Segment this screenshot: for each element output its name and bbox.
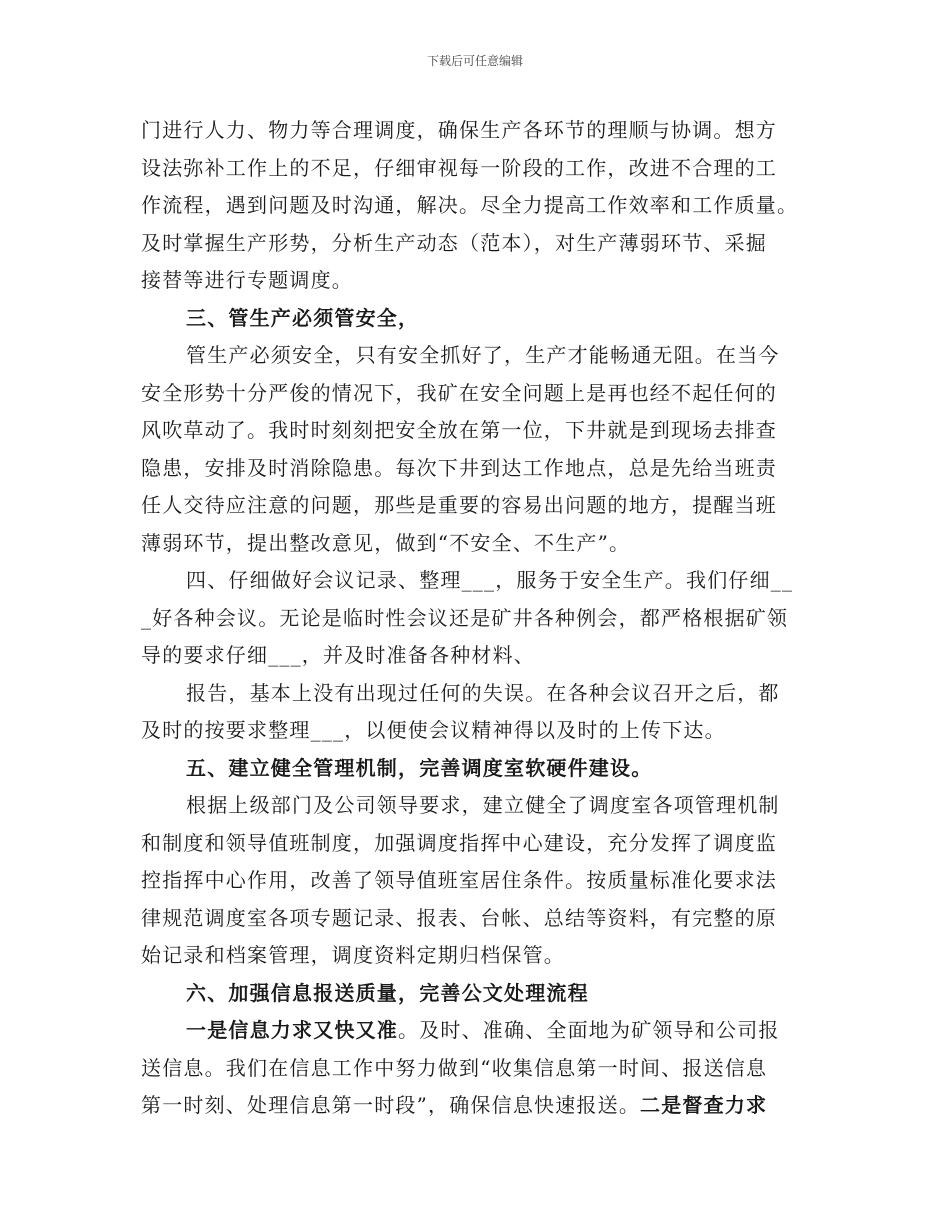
text-line: 和制度和领导值班制度，加强调度指挥中心建设，充分发挥了调度监 <box>141 830 777 855</box>
text-line: 律规范调度室各项专题记录、报表、台帐、总结等资料，有完整的原 <box>141 905 777 930</box>
text-line: 隐患，安排及时消除隐患。每次下井到达工作地点，总是先给当班责 <box>141 455 777 480</box>
text-line: 作流程，遇到问题及时沟通，解决。尽全力提高工作效率和工作质量。 <box>141 193 799 217</box>
text-line: 控指挥中心作用，改善了领导值班室居住条件。按质量标准化要求法 <box>141 868 777 892</box>
text-line: 送信息。我们在信息工作中努力做到“收集信息第一时间、报送信息 <box>141 1055 768 1080</box>
document-body <box>141 112 813 1125</box>
bold-text-segment: 一是信息力求又快又准 <box>186 1018 398 1042</box>
text-line: 管生产必须安全，只有安全抓好了，生产才能畅通无阻。在当今 <box>186 343 780 367</box>
text-line: 风吹草动了。我时时刻刻把安全放在第一位，下井就是到现场去排查 <box>141 418 777 442</box>
text-line: 任人交待应注意的问题，那些是重要的容易出问题的地方，提醒当班 <box>141 493 777 517</box>
text-line <box>141 1012 813 1050</box>
text-line: 门进行人力、物力等合理调度，确保生产各环节的理顺与协调。想方 <box>141 118 777 142</box>
text-line: 报告，基本上没有出现过任何的失误。在各种会议召开之后，都 <box>186 680 780 705</box>
text-line: 及时掌握生产形势，分析生产动态（范本），对生产薄弱环节、采掘 <box>141 230 767 255</box>
bold-text-segment: 二是督查力求 <box>640 1093 768 1117</box>
section-heading: 六、加强信息报送质量，完善公文处理流程 <box>186 980 589 1005</box>
text-line: _好各种会议。无论是临时性会议还是矿井各种例会，都严格根据矿领 <box>141 605 789 630</box>
text-line: 安全形势十分严俊的情况下，我矿在安全问题上是再也经不起任何的 <box>141 380 777 405</box>
text-segment: 。及时、准确、全面地为矿领导和公司报 <box>398 1018 780 1042</box>
text-line: 导的要求仔细___，并及时准备各种材料、 <box>141 643 535 667</box>
text-line: 薄弱环节，提出整改意见，做到“不安全、不生产”。 <box>141 530 631 555</box>
section-heading: 五、建立健全管理机制，完善调度室软硬件建设。 <box>186 755 653 780</box>
text-segment: 第一时刻、处理信息第一时段”，确保信息快速报送。 <box>141 1093 641 1117</box>
text-line: 接替等进行专题调度。 <box>141 268 353 292</box>
text-line: 根据上级部门及公司领导要求，建立健全了调度室各项管理机制 <box>186 793 780 817</box>
text-line: 四、仔细做好会议记录、整理___，服务于安全生产。我们仔细__ <box>186 568 794 592</box>
section-heading: 三、管生产必须管安全， <box>186 305 420 330</box>
text-line: 始记录和档案管理，调度资料定期归档保管。 <box>141 943 565 967</box>
text-line: 设法弥补工作上的不足，仔细审视每一阶段的工作，改进不合理的工 <box>141 155 777 180</box>
text-line <box>141 1087 813 1125</box>
page-header: 下载后可任意编辑 <box>426 54 523 68</box>
text-line: 及时的按要求整理___，以便使会议精神得以及时的上传下达。 <box>141 718 726 742</box>
